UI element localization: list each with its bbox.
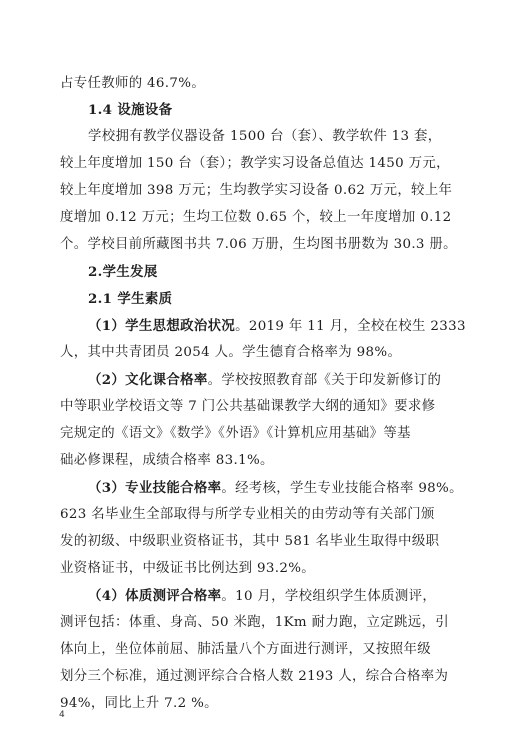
- paragraph-line: 较上年度增加 150 台（套）；教学实习设备总值达 1450 万元，: [60, 156, 450, 171]
- paragraph-line: 础必修课程，成绩合格率 83.1%。: [60, 453, 274, 468]
- paragraph-line: 发的初级、中级职业资格证书，其中 581 名毕业生取得中级职: [60, 534, 440, 549]
- paragraph-line: 94%，同比上升 7.2 %。: [60, 696, 218, 711]
- paragraph-line: 中等职业学校语文等 7 门公共基础课教学大纲的通知》要求修: [60, 399, 436, 414]
- paragraph-line: 划分三个标准，通过测评综合合格人数 2193 人，综合合格率为: [60, 669, 449, 684]
- paragraph-line: [88, 478, 480, 499]
- paragraph-line: 人，其中共青团员 2054 人。学生德育合格率为 98%。: [60, 345, 402, 360]
- item-title-culture-course: （2）文化课合格率: [88, 372, 208, 388]
- section-heading-facilities: 1.4 设施设备: [88, 102, 173, 118]
- item-text: 。学校按照教育部《关于印发新修订的: [207, 373, 442, 388]
- item-text: 。2019 年 11 月，全校在校生 2333: [235, 319, 466, 334]
- section-heading-student-development: 2.学生发展: [88, 264, 158, 280]
- paragraph-line: 623 名毕业生全部取得与所学专业相关的由劳动等有关部门颁: [60, 507, 435, 522]
- paragraph-line: 较上年度增加 398 万元；生均教学实习设备 0.62 万元，较上年: [60, 183, 453, 198]
- item-text: 。10 月，学校组织学生体质测评，: [221, 589, 437, 604]
- item-title-physical-test: （4）体质测评合格率: [88, 588, 222, 604]
- paragraph-line: 测评包括：体重、身高、50 米跑，1Km 耐力跑，立定跳远，引: [60, 615, 449, 630]
- section-heading-student-quality: 2.1 学生素质: [88, 291, 173, 307]
- page-number: 4: [59, 710, 65, 720]
- item-title-ideology: （1）学生思想政治状况: [88, 318, 236, 334]
- paragraph-line: 业资格证书，中级证书比例达到 93.2%。: [60, 561, 316, 576]
- paragraph-line: 度增加 0.12 万元；生均工位数 0.65 个，较上一年度增加 0.12: [60, 210, 452, 225]
- paragraph-line: 占专任教师的 46.7%。: [60, 76, 206, 91]
- item-title-skills: （3）专业技能合格率: [88, 480, 222, 496]
- paragraph-line: [88, 370, 480, 391]
- paragraph-line: 体向上，坐位体前屈、肺活量八个方面进行测评，又按照年级: [60, 642, 431, 657]
- paragraph-line: 学校拥有教学仪器设备 1500 台（套）、教学软件 13 套，: [88, 129, 442, 144]
- item-text: 。经考核，学生专业技能合格率 98%。: [221, 481, 463, 496]
- paragraph-line: [88, 586, 480, 607]
- paragraph-line: 完规定的《语文》《数学》《外语》《计算机应用基础》等基: [60, 426, 411, 441]
- paragraph-line: [88, 316, 480, 337]
- paragraph-line: 个。学校目前所藏图书共 7.06 万册，生均图书册数为 30.3 册。: [60, 237, 457, 252]
